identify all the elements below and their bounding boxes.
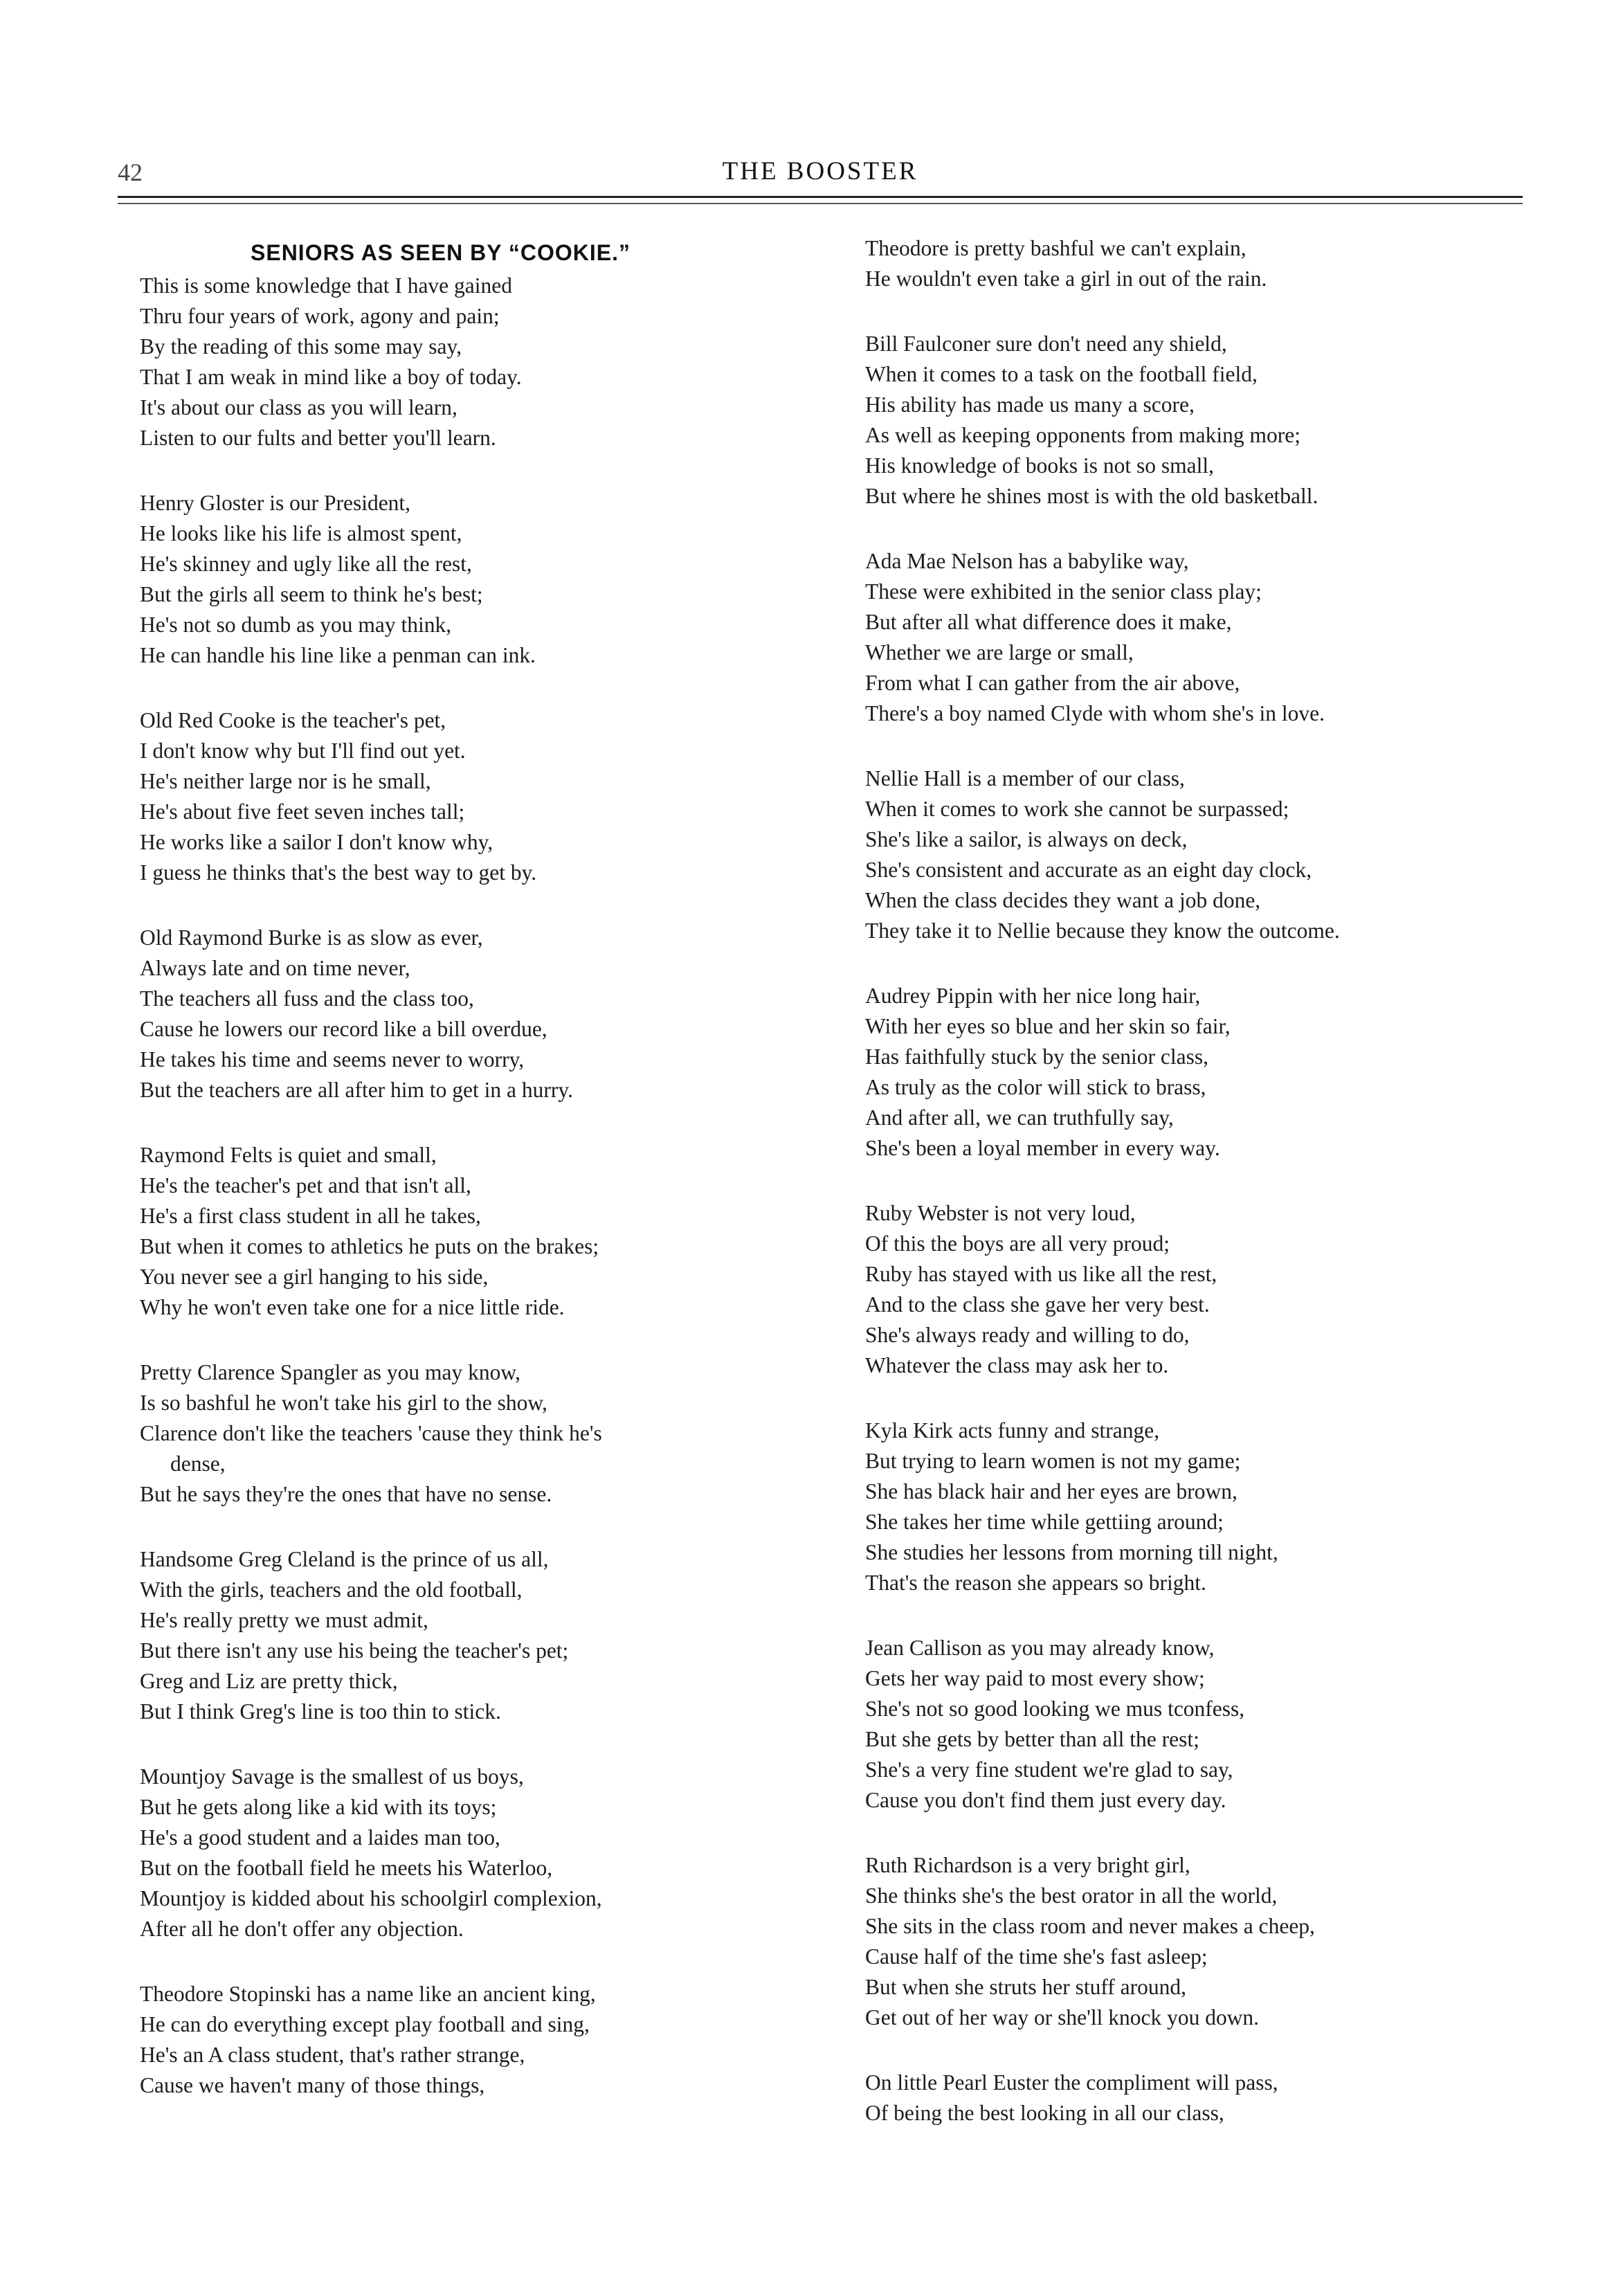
stanza	[140, 1140, 832, 1323]
page-number: 42	[118, 159, 143, 186]
poem-line: Whatever the class may ask her to.	[865, 1353, 1169, 1377]
poem-line: But after all what difference does it make,	[865, 610, 1232, 634]
poem-line: Bill Faulconer sure don't need any shield,	[865, 332, 1227, 356]
stanza	[865, 1850, 1557, 2033]
poem-line: Cause he lowers our record like a bill overdue,	[140, 1017, 547, 1041]
poem-line: She's like a sailor, is always on deck,	[865, 827, 1188, 851]
header-rule	[118, 196, 1523, 198]
poem-line: And after all, we can truthfully say,	[865, 1105, 1174, 1130]
poem-line: He works like a sailor I don't know why,	[140, 830, 493, 854]
poem-line: When it comes to work she cannot be surpassed;	[865, 797, 1289, 821]
poem-line: He's an A class student, that's rather strange,	[140, 2043, 525, 2067]
poem-line: But when she struts her stuff around,	[865, 1975, 1186, 1999]
poem-line: He takes his time and seems never to worry,	[140, 1047, 525, 1072]
poem-line: Mountjoy is kidded about his schoolgirl complexion,	[140, 1886, 602, 1910]
poem-line: But I think Greg's line is too thin to stick.	[140, 1699, 501, 1724]
poem-line: When it comes to a task on the football field,	[865, 362, 1258, 386]
poem-line: She thinks she's the best orator in all the world,	[865, 1883, 1278, 1908]
poem-line: She's not so good looking we mus tconfess,	[865, 1697, 1245, 1721]
poem-line: As truly as the color will stick to brass,	[865, 1075, 1206, 1099]
poem-line: Ruby has stayed with us like all the rest,	[865, 1262, 1217, 1286]
stanza	[140, 488, 832, 671]
poem-line: Why he won't even take one for a nice little ride.	[140, 1295, 565, 1319]
page-header	[118, 154, 1523, 195]
poem-line: He wouldn't even take a girl in out of the rain.	[865, 266, 1267, 291]
poem-line: He can do everything except play football and sing,	[140, 2012, 590, 2036]
poem-line: Get out of her way or she'll knock you down.	[865, 2005, 1260, 2030]
stanza	[865, 1633, 1557, 1816]
article-title: SENIORS AS SEEN BY “COOKIE.”	[251, 240, 631, 265]
poem-line: When the class decides they want a job done,	[865, 888, 1261, 912]
poem-line: Of this the boys are all very proud;	[865, 1231, 1170, 1256]
poem-line: But where he shines most is with the old basketball.	[865, 484, 1318, 508]
poem-line: They take it to Nellie because they know the outcome.	[865, 919, 1340, 943]
poem-line: But trying to learn women is not my game;	[865, 1449, 1241, 1473]
poem-line: She has black hair and her eyes are brown,	[865, 1479, 1237, 1503]
poem-line: Thru four years of work, agony and pain;	[140, 304, 500, 328]
poem-line: But the teachers are all after him to get in a hurry.	[140, 1078, 573, 1102]
poem-line: He's a good student and a laides man too,	[140, 1825, 500, 1850]
poem-line: These were exhibited in the senior class play;	[865, 579, 1262, 604]
poem-line: The teachers all fuss and the class too,	[140, 986, 474, 1011]
stanza	[865, 233, 1557, 294]
poem-line: He's a first class student in all he takes,	[140, 1204, 481, 1228]
poem-line: Ruth Richardson is a very bright girl,	[865, 1853, 1190, 1877]
stanza	[865, 2068, 1557, 2128]
poem-line: She takes her time while gettiing around;	[865, 1510, 1224, 1534]
poem-line: He's skinney and ugly like all the rest,	[140, 552, 472, 576]
poem-line: Kyla Kirk acts funny and strange,	[865, 1418, 1160, 1443]
poem-line: After all he don't offer any objection.	[140, 1917, 464, 1941]
poem-line: But he gets along like a kid with its toys;	[140, 1795, 497, 1819]
poem-line: He's the teacher's pet and that isn't all,	[140, 1173, 471, 1197]
poem-line: She sits in the class room and never makes a cheep,	[865, 1914, 1315, 1938]
stanza	[140, 271, 832, 453]
poem-line: Theodore is pretty bashful we can't explain,	[865, 236, 1246, 260]
poem-line: Theodore Stopinski has a name like an ancient king,	[140, 1982, 596, 2006]
poem-line: Has faithfully stuck by the senior class,	[865, 1045, 1209, 1069]
poem-line: Ruby Webster is not very loud,	[865, 1201, 1136, 1225]
stanza	[140, 1544, 832, 1727]
right-column	[865, 225, 1557, 2163]
stanza	[140, 1762, 832, 1944]
poem-line: Listen to our fults and better you'll learn.	[140, 426, 496, 450]
poem-line: Ada Mae Nelson has a babylike way,	[865, 549, 1189, 573]
poem-line: Cause you don't find them just every day.	[865, 1788, 1226, 1812]
poem-line: She's a very fine student we're glad to say,	[865, 1757, 1233, 1782]
poem-line: Always late and on time never,	[140, 956, 410, 980]
left-stanzas	[140, 271, 832, 2101]
poem-line: Whether we are large or small,	[865, 640, 1134, 665]
poem-line: He's about five feet seven inches tall;	[140, 799, 465, 824]
poem-line: As well as keeping opponents from making more;	[865, 423, 1301, 447]
poem-line: But when it comes to athletics he puts on the brakes;	[140, 1234, 599, 1258]
poem-line: I don't know why but I'll find out yet.	[140, 739, 466, 763]
poem-line: Mountjoy Savage is the smallest of us boys,	[140, 1764, 524, 1789]
poem-line: His knowledge of books is not so small,	[865, 453, 1214, 478]
poem-line: You never see a girl hanging to his side,	[140, 1265, 489, 1289]
poem-line: He's really pretty we must admit,	[140, 1608, 428, 1632]
poem-line: He's not so dumb as you may think,	[140, 613, 452, 637]
poem-line: Jean Callison as you may already know,	[865, 1636, 1215, 1660]
stanza	[865, 329, 1557, 512]
header-rule-secondary	[118, 203, 1523, 204]
stanza	[865, 763, 1557, 946]
poem-line: There's a boy named Clyde with whom she's in love.	[865, 701, 1325, 725]
stanza	[140, 1357, 832, 1510]
poem-line: She studies her lessons from morning till night,	[865, 1540, 1278, 1564]
stanza	[865, 981, 1557, 1164]
poem-line: But on the football field he meets his Waterloo,	[140, 1856, 553, 1880]
stanza	[140, 705, 832, 888]
poem-line: With her eyes so blue and her skin so fair,	[865, 1014, 1231, 1038]
poem-line: Gets her way paid to most every show;	[865, 1666, 1205, 1690]
poem-line: He can handle his line like a penman can ink.	[140, 643, 536, 667]
poem-line: Clarence don't like the teachers 'cause they think he's	[140, 1421, 602, 1445]
poem-line: She's consistent and accurate as an eight day clock,	[865, 858, 1312, 882]
poem-line: But she gets by better than all the rest;	[865, 1727, 1199, 1751]
poem-line: But he says they're the ones that have no sense.	[140, 1482, 552, 1506]
stanza	[140, 1979, 832, 2101]
poem-line: Old Raymond Burke is as slow as ever,	[140, 925, 483, 950]
poem-line: Of being the best looking in all our class,	[865, 2101, 1224, 2125]
left-column	[140, 225, 832, 2135]
poem-line: Audrey Pippin with her nice long hair,	[865, 984, 1201, 1008]
poem-line: Nellie Hall is a member of our class,	[865, 766, 1185, 790]
poem-line: It's about our class as you will learn,	[140, 395, 457, 419]
poem-line: Cause half of the time she's fast asleep;	[865, 1944, 1208, 1969]
poem-line: This is some knowledge that I have gained	[140, 273, 512, 298]
poem-line: His ability has made us many a score,	[865, 392, 1195, 417]
poem-line: On little Pearl Euster the compliment will pass,	[865, 2070, 1278, 2095]
poem-line: Raymond Felts is quiet and small,	[140, 1143, 437, 1167]
poem-line: Greg and Liz are pretty thick,	[140, 1669, 398, 1693]
stanza	[140, 923, 832, 1105]
poem-line: Pretty Clarence Spangler as you may know,	[140, 1360, 520, 1384]
poem-line: Henry Gloster is our President,	[140, 491, 411, 515]
poem-line: By the reading of this some may say,	[140, 334, 462, 359]
poem-line: Is so bashful he won't take his girl to the show,	[140, 1391, 547, 1415]
poem-line: I guess he thinks that's the best way to get by.	[140, 860, 537, 885]
poem-line: dense,	[170, 1452, 226, 1476]
poem-line: That I am weak in mind like a boy of today.	[140, 365, 522, 389]
poem-line: She's always ready and willing to do,	[865, 1323, 1190, 1347]
stanza	[865, 1416, 1557, 1598]
stanza	[865, 546, 1557, 729]
poem-line: Old Red Cooke is the teacher's pet,	[140, 708, 446, 732]
poem-line: And to the class she gave her very best.	[865, 1292, 1210, 1317]
right-stanzas	[865, 233, 1557, 2128]
poem-line: She's been a loyal member in every way.	[865, 1136, 1220, 1160]
publication-title: THE BOOSTER	[722, 157, 918, 186]
stanza	[865, 1198, 1557, 1381]
poem-line: From what I can gather from the air above,	[865, 671, 1240, 695]
poem-line: Cause we haven't many of those things,	[140, 2073, 485, 2097]
poem-line: But the girls all seem to think he's best;	[140, 582, 483, 606]
poem-line: Handsome Greg Cleland is the prince of us all,	[140, 1547, 549, 1571]
poem-line: But there isn't any use his being the teacher's pet;	[140, 1638, 569, 1663]
poem-line: He's neither large nor is he small,	[140, 769, 431, 793]
poem-line: He looks like his life is almost spent,	[140, 521, 462, 545]
poem-line: That's the reason she appears so bright.	[865, 1571, 1206, 1595]
right-column-spacer	[865, 225, 1557, 233]
poem-line: With the girls, teachers and the old football,	[140, 1578, 523, 1602]
